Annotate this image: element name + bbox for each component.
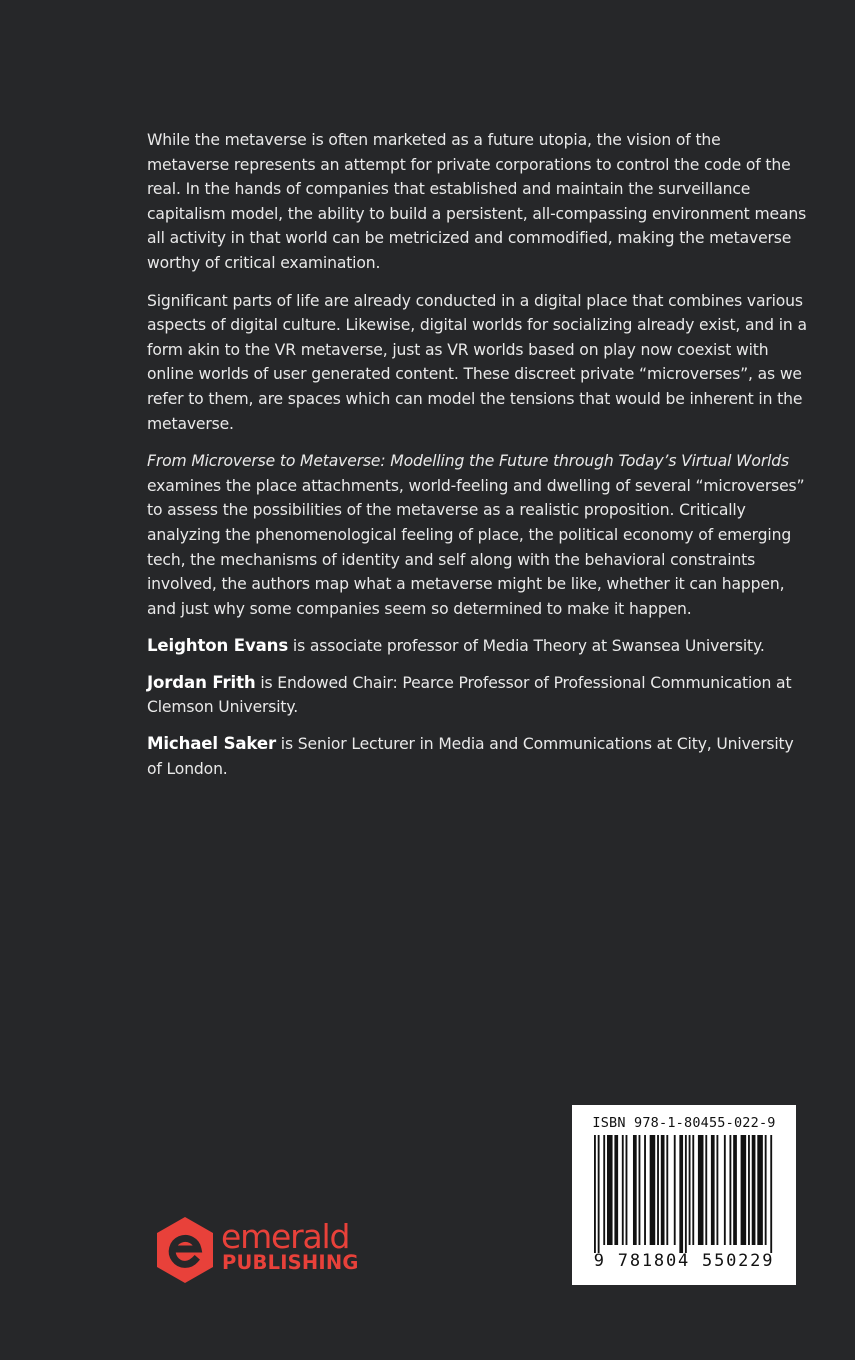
publisher-logo bbox=[155, 1215, 375, 1287]
author-name: Leighton Evans bbox=[147, 636, 289, 656]
barcode-bar bbox=[716, 1135, 718, 1245]
barcode-bar bbox=[657, 1135, 659, 1245]
barcode-bar bbox=[698, 1135, 704, 1245]
barcode-bar bbox=[770, 1135, 772, 1253]
author-bio-3 bbox=[147, 732, 807, 781]
barcode-bar bbox=[639, 1135, 641, 1245]
barcode-bar bbox=[674, 1135, 676, 1245]
barcode-bar bbox=[733, 1135, 737, 1245]
barcode-bar bbox=[729, 1135, 731, 1245]
barcode-bar bbox=[679, 1135, 683, 1253]
barcode-bar bbox=[603, 1135, 605, 1245]
blurb-paragraph-3-rest: examines the place attachments, world-feeling and dwelling of several “microverses” to assess the possibilities of the metaverse as a realistic proposition. Critically analyzing the phenomenological feeling of place, the political economy of emerging tech, the mechanisms of identity and self along with the behavioral constraints involved, the authors map what a metaverse might be like, whether it can happen, and just why some companies seem so determined to make it happen. bbox=[147, 476, 805, 618]
barcode-bar bbox=[644, 1135, 646, 1245]
emerald-hexagon-e-icon bbox=[155, 1215, 215, 1285]
barcode-bar bbox=[594, 1135, 596, 1253]
barcode-bar bbox=[689, 1135, 691, 1245]
barcode-bar bbox=[685, 1135, 687, 1253]
publisher-name: emerald bbox=[221, 1217, 350, 1256]
publisher-subname: PUBLISHING bbox=[222, 1251, 359, 1274]
author-description: is associate professor of Media Theory at Swansea University. bbox=[288, 637, 765, 656]
barcode-bar bbox=[765, 1135, 767, 1245]
author-description: is Endowed Chair: Pearce Professor of Professional Communication at Clemson University. bbox=[147, 673, 792, 717]
barcode-bar bbox=[711, 1135, 715, 1245]
barcode-bars bbox=[594, 1135, 774, 1253]
blurb-paragraph-3 bbox=[147, 449, 807, 621]
author-bio-2 bbox=[147, 671, 807, 720]
blurb-paragraph-1: While the metaverse is often marketed as a future utopia, the vision of the metaverse represents an attempt for private corporations to control the code of the real. In the hands of companies that established and maintain the surveillance capitalism model, the ability to build a persistent, all-compassing environment means all activity in that world can be metricized and commodified, making the metaverse worthy of critical examination. bbox=[147, 131, 807, 272]
author-bio-1 bbox=[147, 634, 807, 659]
blurb-paragraph-2: Significant parts of life are already conducted in a digital place that combines various aspects of digital culture. Likewise, digital worlds for socializing already exist, and in a form akin to the VR metaverse, just as VR worlds based on play now coexist with online worlds of user generated content. These discreet private “microverses”, as we refer to them, are spaces which can model the tensions that would be inherent in the metaverse. bbox=[147, 291, 807, 433]
author-name: Jordan Frith bbox=[147, 672, 256, 692]
author-description: is Senior Lecturer in Media and Communications at City, University of London. bbox=[147, 735, 794, 778]
barcode-bar bbox=[598, 1135, 600, 1253]
barcode-bar bbox=[757, 1135, 763, 1245]
barcode-bar bbox=[666, 1135, 668, 1245]
barcode-bar bbox=[705, 1135, 707, 1245]
isbn-digits: 9 781804 550229 bbox=[593, 1251, 775, 1271]
barcode-bar bbox=[650, 1135, 656, 1245]
author-name: Michael Saker bbox=[147, 734, 276, 754]
barcode-bar bbox=[692, 1135, 694, 1245]
barcode-bar bbox=[626, 1135, 628, 1245]
book-title: From Microverse to Metaverse: Modelling the Future through Today’s Virtual Worlds bbox=[147, 452, 789, 471]
barcode-bar bbox=[622, 1135, 624, 1245]
barcode-bar bbox=[752, 1135, 756, 1245]
isbn-label: ISBN 978-1-80455-022-9 bbox=[592, 1115, 776, 1131]
blurb-text bbox=[147, 128, 807, 793]
isbn-barcode bbox=[572, 1105, 796, 1285]
barcode-bar bbox=[607, 1135, 613, 1245]
barcode-bar bbox=[724, 1135, 726, 1245]
barcode-bar bbox=[661, 1135, 665, 1245]
barcode-bar bbox=[614, 1135, 618, 1245]
barcode-bar bbox=[748, 1135, 750, 1245]
barcode-bar bbox=[633, 1135, 637, 1245]
barcode-bar bbox=[741, 1135, 747, 1245]
